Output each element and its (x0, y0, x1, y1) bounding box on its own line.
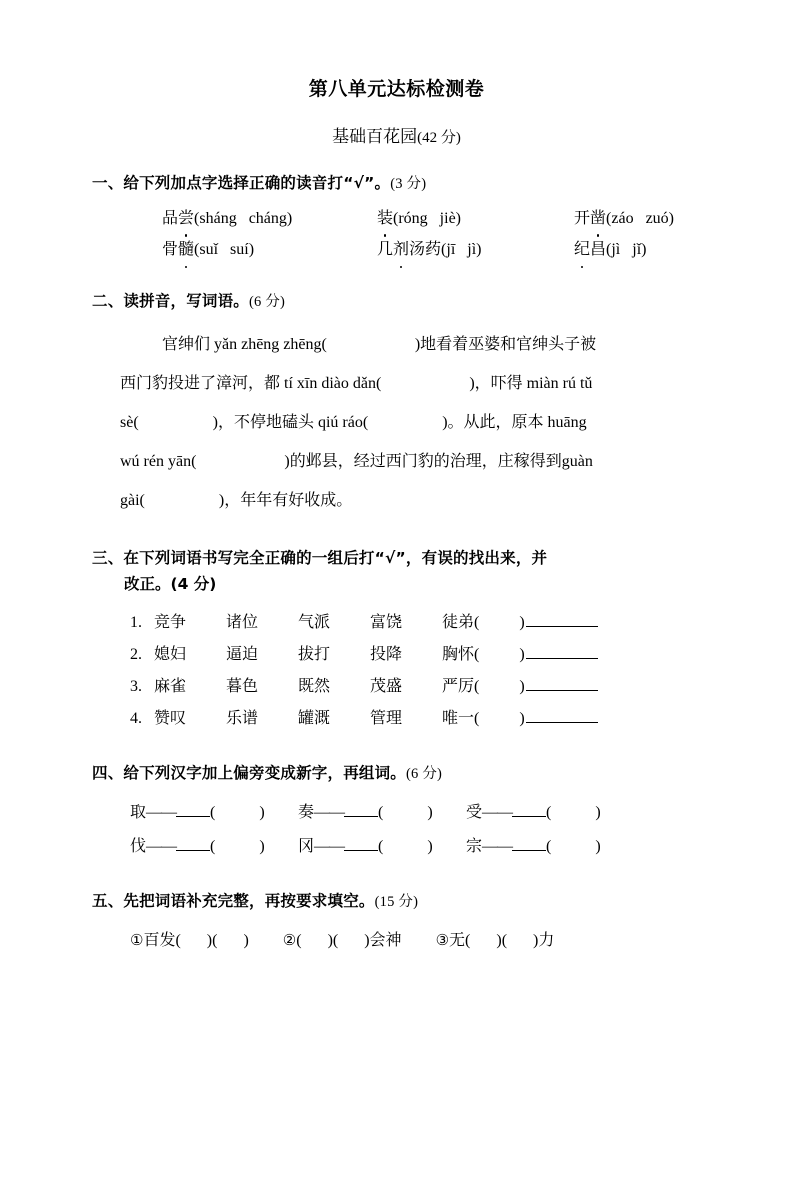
paren-open: ( (378, 837, 384, 855)
radical-item[interactable] (130, 830, 298, 864)
dotted-char: 纪 (574, 234, 590, 265)
pronunciation-row (92, 203, 701, 234)
word: 投降 (370, 645, 403, 663)
subtitle-points: (42 分) (417, 129, 461, 146)
idiom-row (92, 925, 701, 957)
idiom-text: 百发( (143, 931, 181, 949)
section-2 (92, 289, 701, 520)
passage-line (92, 364, 701, 403)
base-char: 伐 (130, 837, 147, 855)
passage-text: sè( (120, 413, 139, 431)
word-prefix: 开 (574, 209, 591, 227)
radical-row (92, 830, 701, 864)
section-3-title-cont: 改正。 (124, 574, 171, 593)
word: 媳妇 (154, 645, 187, 663)
passage-text: 官绅们 yǎn zhēng zhēng( (162, 335, 327, 353)
paren-open: ( (474, 645, 480, 663)
pronunciation-item[interactable] (377, 203, 574, 234)
pronunciation-item[interactable] (574, 203, 674, 234)
pinyin-options: (jī jì) (441, 240, 482, 258)
base-char: 取 (130, 804, 147, 822)
word-last: 唯一 (442, 709, 475, 727)
passage-line (92, 403, 701, 442)
section-5-points: (15 分) (374, 894, 419, 911)
pinyin-options: (róng jiè) (393, 209, 461, 227)
paren-open: ( (474, 709, 480, 727)
section-3-items (92, 607, 701, 735)
row-number: 1. (130, 613, 142, 631)
section-2-points: (6 分) (249, 294, 286, 311)
radical-item[interactable] (466, 830, 634, 864)
paren-close: ) (595, 837, 601, 855)
item-marker: ③ (435, 932, 450, 949)
dotted-char: 剂 (393, 234, 409, 265)
idiom-text: )力 (533, 931, 555, 949)
word: 麻雀 (154, 677, 187, 695)
word: 富饶 (370, 613, 403, 631)
section-3-number: 三、 (92, 549, 124, 568)
pronunciation-item[interactable] (162, 203, 377, 234)
radical-item[interactable] (466, 796, 634, 830)
idiom-text: )( (496, 931, 508, 949)
correction-blank[interactable] (526, 677, 598, 691)
new-char-blank[interactable] (344, 804, 378, 817)
radical-row (92, 796, 701, 830)
section-4 (92, 761, 701, 864)
new-char-blank[interactable] (512, 838, 546, 851)
word: 既然 (298, 677, 331, 695)
section-5-items (92, 925, 701, 957)
row-number: 3. (130, 677, 142, 695)
paren-open: ( (210, 837, 216, 855)
section-2-heading (92, 289, 701, 314)
base-char: 宗 (466, 837, 483, 855)
paren-open: ( (474, 677, 480, 695)
section-4-heading (92, 761, 701, 786)
new-char-blank[interactable] (176, 804, 210, 817)
section-5-heading (92, 889, 701, 914)
word: 管理 (370, 709, 403, 727)
dash-separator: —— (146, 837, 177, 855)
idiom-text: )( (327, 931, 339, 949)
section-2-passage (92, 325, 701, 521)
dotted-char: 装 (377, 203, 393, 234)
word: 诸位 (226, 613, 259, 631)
passage-text: )。从此，原本 huāng (442, 413, 587, 431)
word: 乐谱 (226, 709, 259, 727)
dash-separator: —— (314, 804, 345, 822)
section-1-heading (92, 171, 701, 196)
passage-text: )的邺县，经过西门豹的治理，庄稼得到guàn (284, 453, 593, 471)
row-number: 2. (130, 645, 142, 663)
section-5-number: 五、 (92, 892, 124, 911)
section-1-title: 给下列加点字选择正确的读音打“√”。 (123, 174, 391, 193)
section-1-points: (3 分) (390, 176, 427, 193)
dash-separator: —— (482, 804, 513, 822)
idiom-text: 无( (449, 931, 471, 949)
section-5 (92, 889, 701, 956)
dotted-char: 尝 (178, 203, 194, 234)
word: 茂盛 (370, 677, 403, 695)
paren-close: ) (259, 804, 265, 822)
new-char-blank[interactable] (344, 838, 378, 851)
dotted-char: 凿 (590, 203, 606, 234)
passage-text: 西门豹投进了漳河，都 tí xīn diào dǎn( (120, 374, 382, 392)
radical-item[interactable] (298, 796, 466, 830)
subtitle-text: 基础百花园 (332, 126, 418, 146)
section-1 (92, 171, 701, 265)
paren-close: ) (519, 677, 525, 695)
section-5-title: 先把词语补充完整，再按要求填空。 (123, 892, 375, 911)
pinyin-options: (záo zuó) (606, 209, 674, 227)
pinyin-options: (sháng cháng) (194, 209, 293, 227)
section-3-heading-cont (92, 572, 701, 597)
idiom-text: )( (206, 931, 218, 949)
passage-text: )地看着巫婆和官绅头子被 (414, 335, 597, 353)
word: 罐溉 (298, 709, 331, 727)
passage-text: wú rén yān( (120, 453, 197, 471)
passage-line (92, 481, 701, 520)
pronunciation-item[interactable] (377, 234, 574, 265)
exam-page (0, 78, 793, 1200)
section-2-title: 读拼音，写词语。 (123, 292, 250, 311)
correction-blank[interactable] (526, 645, 598, 659)
section-subtitle (92, 127, 701, 147)
paren-open: ( (378, 804, 384, 822)
radical-item[interactable] (298, 830, 466, 864)
base-char: 受 (466, 804, 483, 822)
passage-text: )，年年有好收成。 (218, 492, 353, 510)
dash-separator: —— (314, 837, 345, 855)
word-group-row (92, 671, 701, 703)
word: 竞争 (154, 613, 187, 631)
word-prefix: 几 (377, 240, 394, 258)
section-1-items (92, 203, 701, 265)
section-4-title: 给下列汉字加上偏旁变成新字，再组词。 (123, 763, 407, 782)
section-1-number: 一、 (92, 174, 124, 193)
section-2-number: 二、 (92, 292, 124, 311)
new-char-blank[interactable] (176, 838, 210, 851)
base-char: 冈 (298, 837, 315, 855)
word-prefix: 骨 (162, 240, 179, 258)
paren-close: ) (595, 804, 601, 822)
paren-close: ) (519, 709, 525, 727)
word: 赞叹 (154, 709, 187, 727)
idiom-text: ( (296, 931, 302, 949)
pinyin-options: (jì jǐ) (606, 240, 647, 258)
paren-close: ) (519, 613, 525, 631)
word-group-row (92, 703, 701, 735)
passage-line (92, 325, 701, 364)
section-3-title: 在下列词语书写完全正确的一组后打“√”，有误的找出来，并 (123, 549, 548, 568)
word: 暮色 (226, 677, 259, 695)
word-group-row (92, 607, 701, 639)
word: 逼迫 (226, 645, 259, 663)
word-last: 严厉 (442, 677, 475, 695)
section-4-number: 四、 (92, 763, 124, 782)
section-3-heading (92, 546, 701, 571)
paren-open: ( (474, 613, 480, 631)
section-4-points: (6 分) (406, 765, 443, 782)
pinyin-options: (suǐ suí) (194, 240, 255, 258)
word-suffix: 汤药 (409, 240, 442, 258)
paren-open: ( (210, 804, 216, 822)
passage-text: gài( (120, 492, 145, 510)
pronunciation-row (92, 234, 701, 265)
word: 气派 (298, 613, 331, 631)
idiom-text: )会神 (364, 931, 402, 949)
section-4-items (92, 796, 701, 863)
passage-text: )，吓得 miàn rú tǔ (469, 374, 593, 392)
section-3 (92, 546, 701, 734)
pronunciation-item[interactable] (574, 234, 646, 265)
section-3-points: (4 分) (170, 574, 217, 593)
word-group-row (92, 639, 701, 671)
row-number: 4. (130, 709, 142, 727)
word-prefix: 品 (162, 209, 179, 227)
item-marker: ① (130, 932, 144, 949)
paren-close: ) (259, 837, 265, 855)
dash-separator: —— (482, 837, 513, 855)
page-title: 第八单元达标检测卷 (308, 78, 485, 100)
paren-close: ) (427, 837, 433, 855)
dash-separator: —— (146, 804, 177, 822)
item-marker: ② (282, 932, 297, 949)
word-last: 胸怀 (442, 645, 475, 663)
new-char-blank[interactable] (512, 804, 546, 817)
paren-close: ) (427, 804, 433, 822)
word-suffix: 昌 (590, 240, 607, 258)
paren-close: ) (519, 645, 525, 663)
idiom-text: ) (243, 931, 249, 949)
correction-blank[interactable] (526, 709, 598, 723)
passage-text: )，不停地磕头 qiú ráo( (212, 413, 369, 431)
base-char: 奏 (298, 804, 315, 822)
paren-open: ( (546, 804, 552, 822)
dotted-char: 髓 (178, 234, 194, 265)
passage-line (92, 442, 701, 481)
word: 拔打 (298, 645, 331, 663)
radical-item[interactable] (130, 796, 298, 830)
pronunciation-item[interactable] (162, 234, 377, 265)
word-last: 徒弟 (442, 613, 475, 631)
paren-open: ( (546, 837, 552, 855)
correction-blank[interactable] (526, 613, 598, 627)
